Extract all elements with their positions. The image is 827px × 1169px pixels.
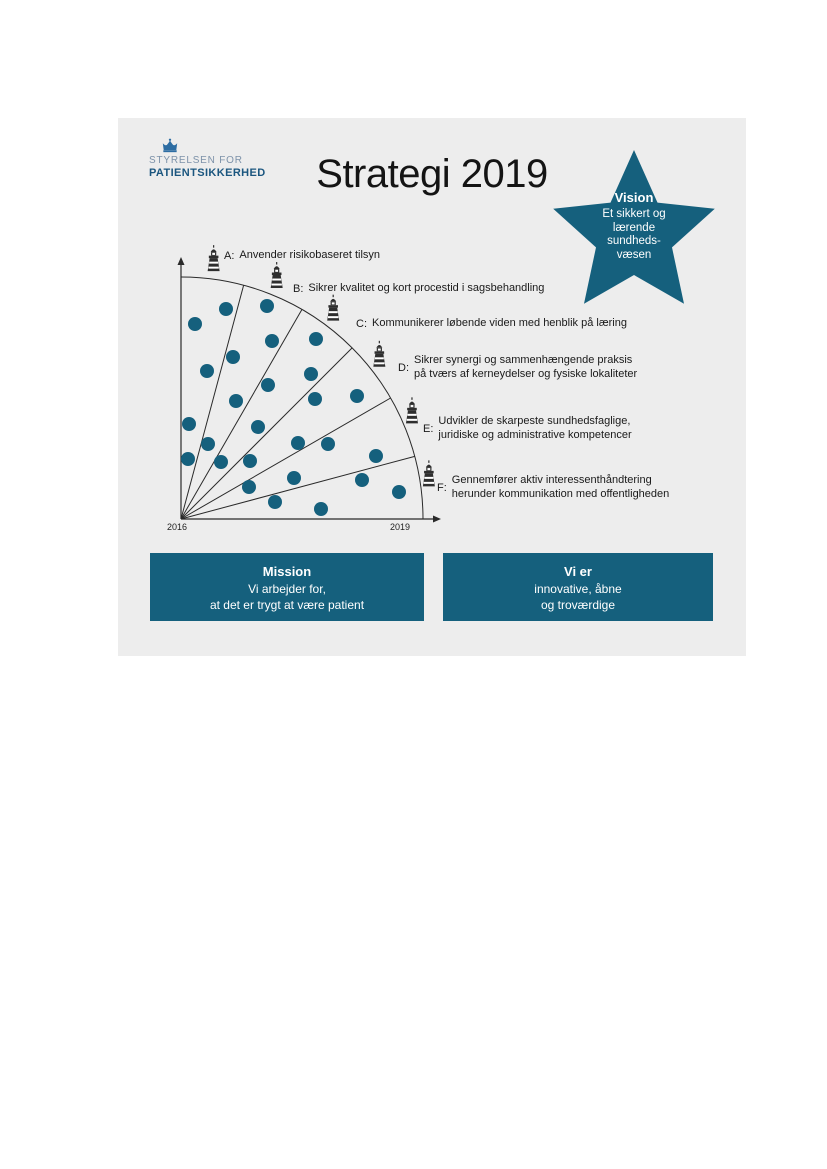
vision-title: Vision (614, 190, 654, 205)
strategy-dot (355, 473, 369, 487)
vision-line: sundheds- (607, 235, 661, 248)
strategy-dot (291, 436, 305, 450)
goal-label-d (398, 354, 637, 382)
values-title: Vi er (564, 564, 592, 579)
axis-year-start: 2016 (166, 522, 188, 532)
goal-text-e1: Udvikler de skarpeste sundhedsfaglige, (438, 415, 631, 427)
strategy-dot (314, 502, 328, 516)
strategy-dot (243, 454, 257, 468)
strategy-dot (226, 350, 240, 364)
strategy-dot (182, 417, 196, 431)
values-box (443, 553, 713, 621)
goal-label-b (293, 282, 544, 296)
slide (118, 118, 746, 656)
strategy-dot (188, 317, 202, 331)
values-line: innovative, åbne (534, 582, 622, 596)
goal-text-f1: Gennemfører aktiv interessenthåndtering (451, 474, 652, 486)
goal-text-e2: juridiske og administrative kompetencer (438, 428, 632, 441)
mission-title: Mission (262, 564, 312, 579)
strategy-dot (287, 471, 301, 485)
strategy-dot (392, 485, 406, 499)
vision-line: Et sikkert og (602, 208, 666, 220)
goal-text-b: Sikrer kvalitet og kort procestid i sagsbehandling (308, 282, 545, 294)
vision-line: væsen (616, 248, 652, 261)
strategy-dot (350, 389, 364, 403)
vision-line: lærende (612, 221, 656, 234)
sector-divider (181, 309, 302, 519)
strategy-dot (201, 437, 215, 451)
strategy-dot (265, 334, 279, 348)
strategy-dot (181, 452, 195, 466)
strategy-dot (229, 394, 243, 408)
strategy-dot (304, 367, 318, 381)
goal-letter-c: C: (356, 317, 367, 330)
page-title: Strategi 2019 (316, 152, 548, 196)
values-line: og troværdige (540, 597, 616, 612)
goal-text-a: Anvender risikobaseret tilsyn (239, 249, 381, 261)
x-axis-arrow-icon (433, 516, 441, 523)
goal-label-f (437, 474, 669, 502)
vision-text (559, 190, 709, 262)
mission-line: Vi arbejder for, (248, 582, 326, 596)
logo-line2: PATIENTSIKKERHED (149, 166, 266, 179)
strategy-dot (251, 420, 265, 434)
lighthouse-icon (327, 295, 339, 321)
strategy-dot (308, 392, 322, 406)
goal-letter-f: F: (437, 481, 447, 494)
strategy-dot (260, 299, 274, 313)
goal-text-d1: Sikrer synergi og sammenhængende praksis (414, 354, 633, 366)
crown-icon (161, 138, 179, 153)
y-axis-arrow-icon (178, 257, 185, 265)
lighthouse-icon (208, 245, 220, 271)
goal-letter-d: D: (398, 361, 409, 374)
strategy-dot (369, 449, 383, 463)
strategy-dot (268, 495, 282, 509)
strategy-dot (219, 302, 233, 316)
strategy-dot (242, 480, 256, 494)
mission-line: at det er trygt at være patient (209, 597, 365, 612)
goal-label-e (423, 415, 632, 443)
goal-letter-a: A: (224, 249, 235, 262)
goal-text-f2: herunder kommunikation med offentligheden (451, 487, 670, 500)
strategy-dot (261, 378, 275, 392)
lighthouse-icon (271, 262, 283, 288)
strategy-dot (200, 364, 214, 378)
strategy-dot (214, 455, 228, 469)
logo-line1: STYRELSEN FOR (149, 155, 243, 166)
mission-box (150, 553, 424, 621)
lighthouse-icon (423, 460, 435, 486)
lighthouse-icon (406, 397, 418, 423)
goal-label-a (224, 249, 380, 263)
goal-label-c (356, 317, 627, 331)
goal-letter-b: B: (293, 282, 304, 295)
axis-year-end: 2019 (389, 522, 411, 532)
sector-divider (181, 398, 391, 519)
lighthouse-icon (373, 341, 385, 367)
goal-text-c: Kommunikerer løbende viden med henblik på læring (372, 317, 627, 329)
goal-text-d2: på tværs af kerneydelser og fysiske lokaliteter (414, 367, 638, 380)
goal-letter-e: E: (423, 422, 434, 435)
strategy-dot (309, 332, 323, 346)
strategy-dot (321, 437, 335, 451)
